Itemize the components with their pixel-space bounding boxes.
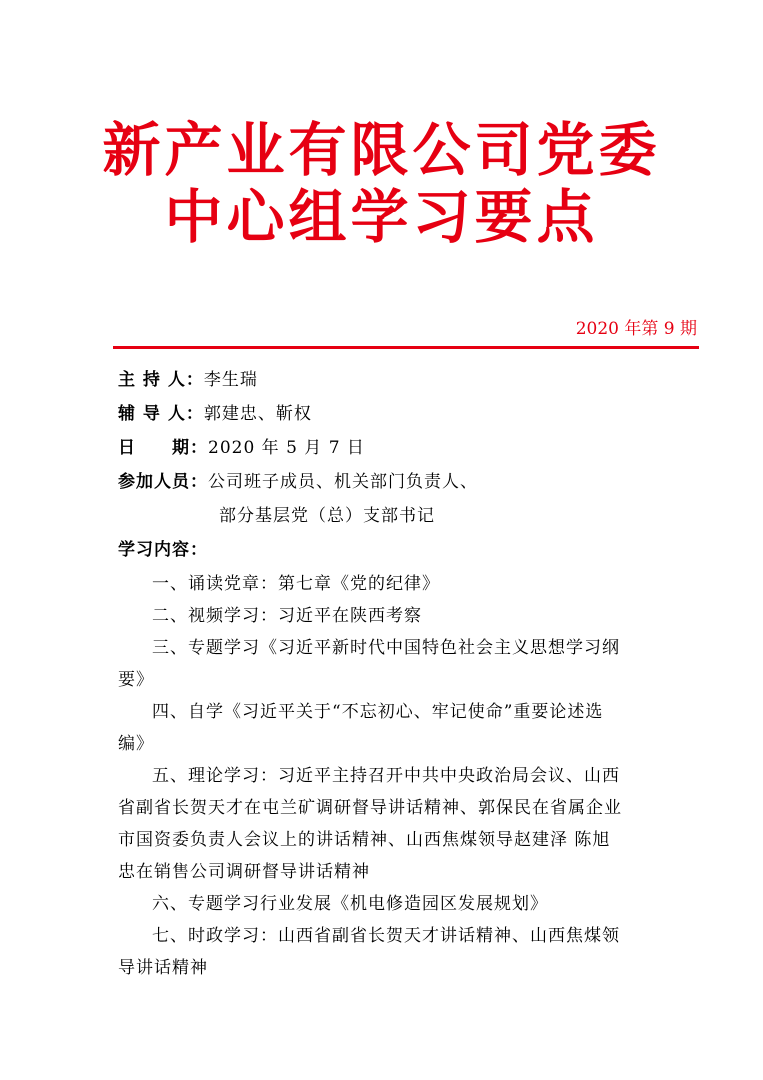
host-value: 李生瑞 <box>203 370 258 390</box>
content-line: 七、时政学习：山西省副省长贺天才讲话精神、山西焦煤领 <box>152 926 620 946</box>
content-heading-row <box>118 535 208 560</box>
content-label: 学习内容： <box>118 540 208 560</box>
content-line: 忠在销售公司调研督导讲话精神 <box>118 862 370 882</box>
date-label: 日 期： <box>118 438 208 458</box>
host-row <box>118 365 258 390</box>
content-line: 五、理论学习：习近平主持召开中共中央政治局会议、山西 <box>152 766 620 786</box>
content-line: 要》 <box>118 670 154 690</box>
tutor-label: 辅 导 人： <box>118 404 204 424</box>
content-line: 编》 <box>118 734 154 754</box>
attendees-label: 参加人员： <box>118 472 208 492</box>
document-title-line2: 中心组学习要点 <box>164 183 599 251</box>
document-title-line1: 新产业有限公司党委 <box>102 116 661 184</box>
tutor-row <box>118 399 312 424</box>
host-label: 主 持 人： <box>118 370 204 390</box>
date-value: 2020 年 5 月 7 日 <box>208 438 365 458</box>
date-row <box>118 433 365 458</box>
content-line: 四、自学《习近平关于“不忘初心、牢记使命”重要论述选 <box>152 702 604 722</box>
content-line: 二、视频学习：习近平在陕西考察 <box>152 606 422 626</box>
attendees-row <box>118 467 478 492</box>
tutor-value: 郭建忠、靳权 <box>203 404 312 424</box>
content-line: 一、诵读党章：第七章《党的纪律》 <box>152 574 440 594</box>
content-line: 省副省长贺天才在屯兰矿调研督导讲话精神、郭保民在省属企业 <box>118 798 622 818</box>
content-line: 导讲话精神 <box>118 958 208 978</box>
content-line: 三、专题学习《习近平新时代中国特色社会主义思想学习纲 <box>152 638 620 658</box>
header-divider <box>113 346 699 349</box>
issue-number: 2020 年第 9 期 <box>575 319 697 339</box>
attendees-value-line1: 公司班子成员、机关部门负责人、 <box>208 472 478 492</box>
content-line: 六、专题学习行业发展《机电修造园区发展规划》 <box>152 894 548 914</box>
attendees-value-line2: 部分基层党（总）支部书记 <box>219 506 435 526</box>
content-line: 市国资委负责人会议上的讲话精神、山西焦煤领导赵建泽 陈旭 <box>118 830 611 850</box>
